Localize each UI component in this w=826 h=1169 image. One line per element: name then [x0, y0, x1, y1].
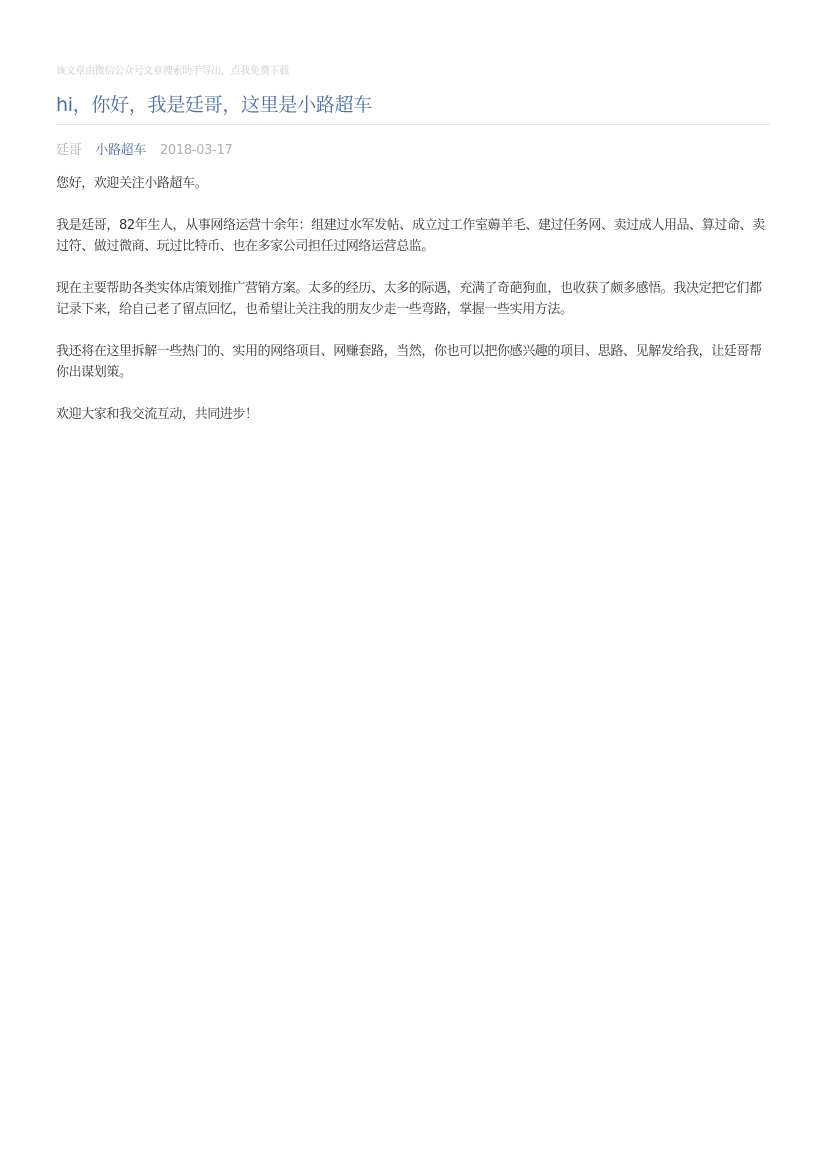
paragraph: 我还将在这里拆解一些热门的、实用的网络项目、网赚套路，当然，你也可以把你感兴趣的项目、思路、见解发给我，让廷哥帮你出谋划策。 [56, 344, 762, 380]
paragraph: 现在主要帮助各类实体店策划推广营销方案。太多的经历、太多的际遇，充满了奇葩狗血，也收获了颇多感悟。我决定把它们都记录下来，给自己老了留点回忆，也希望让关注我的朋友少走一些弯路，掌握一些实用方法。 [56, 281, 762, 317]
article-title: hi，你好，我是廷哥，这里是小路超车 [56, 94, 372, 116]
paragraph: 我是廷哥，82年生人，从事网络运营十余年：组建过水军发帖、成立过工作室薅羊毛、建过任务网、卖过成人用品、算过命、卖过符、做过微商、玩过比特币、也在多家公司担任过网络运营总监。 [56, 218, 765, 254]
article-body [56, 173, 770, 446]
article-author: 廷哥 [56, 143, 82, 158]
account-name-link[interactable]: 小路超车 [95, 143, 147, 158]
paragraph: 欢迎大家和我交流互动，共同进步！ [56, 407, 258, 422]
article-date: 2018-03-17 [159, 143, 233, 158]
title-divider [56, 124, 770, 125]
export-note-link[interactable]: 该文章由微信公众号文章搜索助手导出，点我免费下载 [56, 66, 289, 77]
article-meta [56, 139, 232, 158]
paragraph: 您好，欢迎关注小路超车。 [56, 176, 208, 191]
